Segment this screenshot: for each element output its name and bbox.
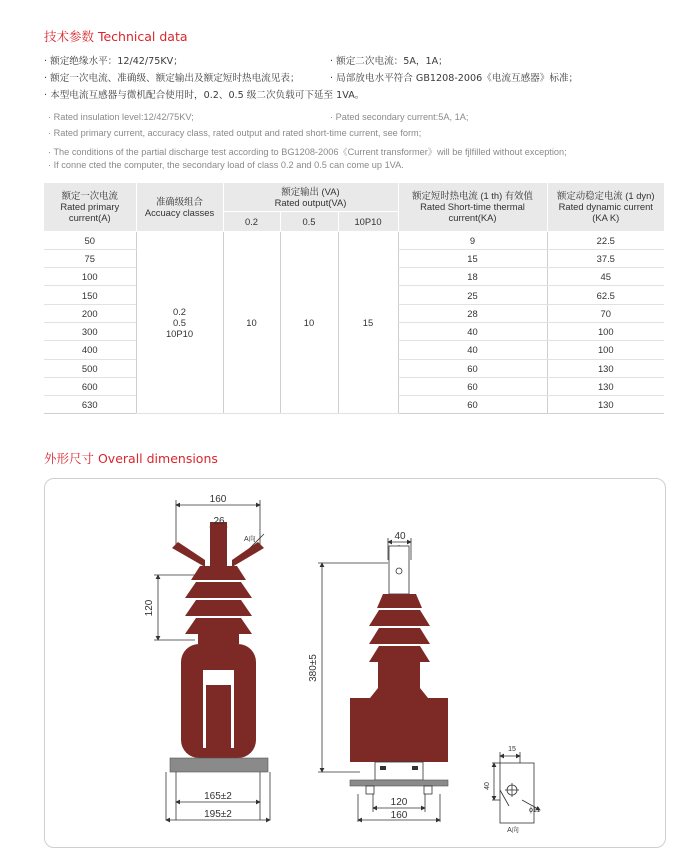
side-height: 380±5 [308,654,319,682]
header-thermal-current: 额定短时热电流 (1 th) 有效值 Rated Short-time thermal current(KA) [398,183,547,231]
header-primary-current: 额定一次电流 Rated primary current(A) [44,183,136,231]
cn-bullet-primary: · 额定一次电流、准确级、额定输出及额定短时热电流见表； [44,73,300,84]
dynamic-cell: 62.5 [547,286,664,304]
primary-cell: 50 [44,231,136,249]
front-view-body [170,522,268,772]
side-base-outer: 160 [390,810,408,821]
dynamic-cell: 37.5 [547,249,664,267]
dynamic-cell: 130 [547,396,664,414]
dynamic-cell: 22.5 [547,231,664,249]
header-output-10p10: 10P10 [338,211,398,231]
side-top-width: 40 [394,531,406,542]
cn-bullet-computer: · 本型电流互感器与微机配合使用时，0.2、0.5 级二次负载可下延至 1VA。 [44,90,365,101]
thermal-cell: 60 [398,359,547,377]
output-0-5-cell: 10 [280,231,338,414]
en-bullet-insulation: · Rated insulation level:12/42/75KV; [48,112,194,122]
en-bullet-computer: · If conne cted the computer, the secondary load of class 0.2 and 0.5 can come up 1VA. [48,160,404,170]
primary-cell: 300 [44,322,136,340]
detail-width: 15 [508,746,516,753]
thermal-cell: 28 [398,304,547,322]
header-accuracy-classes: 准确级组合 Accuacy classes [136,183,223,231]
front-top-width: 160 [209,494,227,505]
primary-cell: 150 [44,286,136,304]
header-rated-output: 额定输出 (VA) Rated output(VA) [223,183,398,211]
output-10p10-cell: 15 [338,231,398,414]
front-terminal-width: 26 [213,516,225,527]
en-bullet-primary: · Rated primary current, accuracy class, rated output and rated short-time current, see form; [48,128,422,138]
overall-dimensions-title: 外形尺寸 Overall dimensions [44,451,218,466]
header-dynamic-current: 额定动稳定电流 (1 dyn) Rated dynamic current (KA K) [547,183,664,231]
technical-data-title: 技术参数 Technical data [44,29,188,44]
thermal-cell: 15 [398,249,547,267]
en-bullet-discharge: · The conditions of the partial discharge test according to BG1208-2006《Current transformer》will be fjlfilled without exception; [48,147,567,157]
thermal-cell: 40 [398,341,547,359]
side-view-body [350,546,448,794]
dynamic-cell: 45 [547,268,664,286]
detail-height: 40 [484,782,491,790]
dynamic-cell: 70 [547,304,664,322]
primary-cell: 75 [44,249,136,267]
thermal-cell: 9 [398,231,547,249]
thermal-cell: 18 [398,268,547,286]
header-output-0-2: 0.2 [223,211,280,231]
front-base-outer: 195±2 [204,809,232,820]
dynamic-cell: 100 [547,341,664,359]
primary-cell: 630 [44,396,136,414]
dynamic-cell: 130 [547,359,664,377]
primary-cell: 200 [44,304,136,322]
thermal-cell: 60 [398,377,547,395]
header-output-0-5: 0.5 [280,211,338,231]
thermal-cell: 60 [398,396,547,414]
primary-cell: 100 [44,268,136,286]
dynamic-cell: 130 [547,377,664,395]
cn-bullet-discharge: · 局部放电水平符合 GB1208-2006《电流互感器》标准； [330,73,579,84]
front-insulator-height: 120 [144,599,155,617]
cn-bullet-secondary: · 额定二次电流：5A，1A； [330,56,448,67]
primary-cell: 500 [44,359,136,377]
output-0-2-cell: 10 [223,231,280,414]
primary-cell: 400 [44,341,136,359]
front-view-a-label: A向 [244,536,256,543]
accuracy-cell: 0.2 0.5 10P10 [136,231,223,414]
cn-bullet-insulation: · 额定绝缘水平：12/42/75KV； [44,56,183,67]
detail-a-label: A向 [507,827,519,834]
en-bullet-secondary: · Pated secondary current:5A, 1A; [330,112,469,122]
dynamic-cell: 100 [547,322,664,340]
side-base-inner: 120 [390,797,408,808]
thermal-cell: 40 [398,322,547,340]
detail-hole: ϕ11 [529,807,541,814]
front-base-inner: 165±2 [204,791,232,802]
primary-cell: 600 [44,377,136,395]
thermal-cell: 25 [398,286,547,304]
